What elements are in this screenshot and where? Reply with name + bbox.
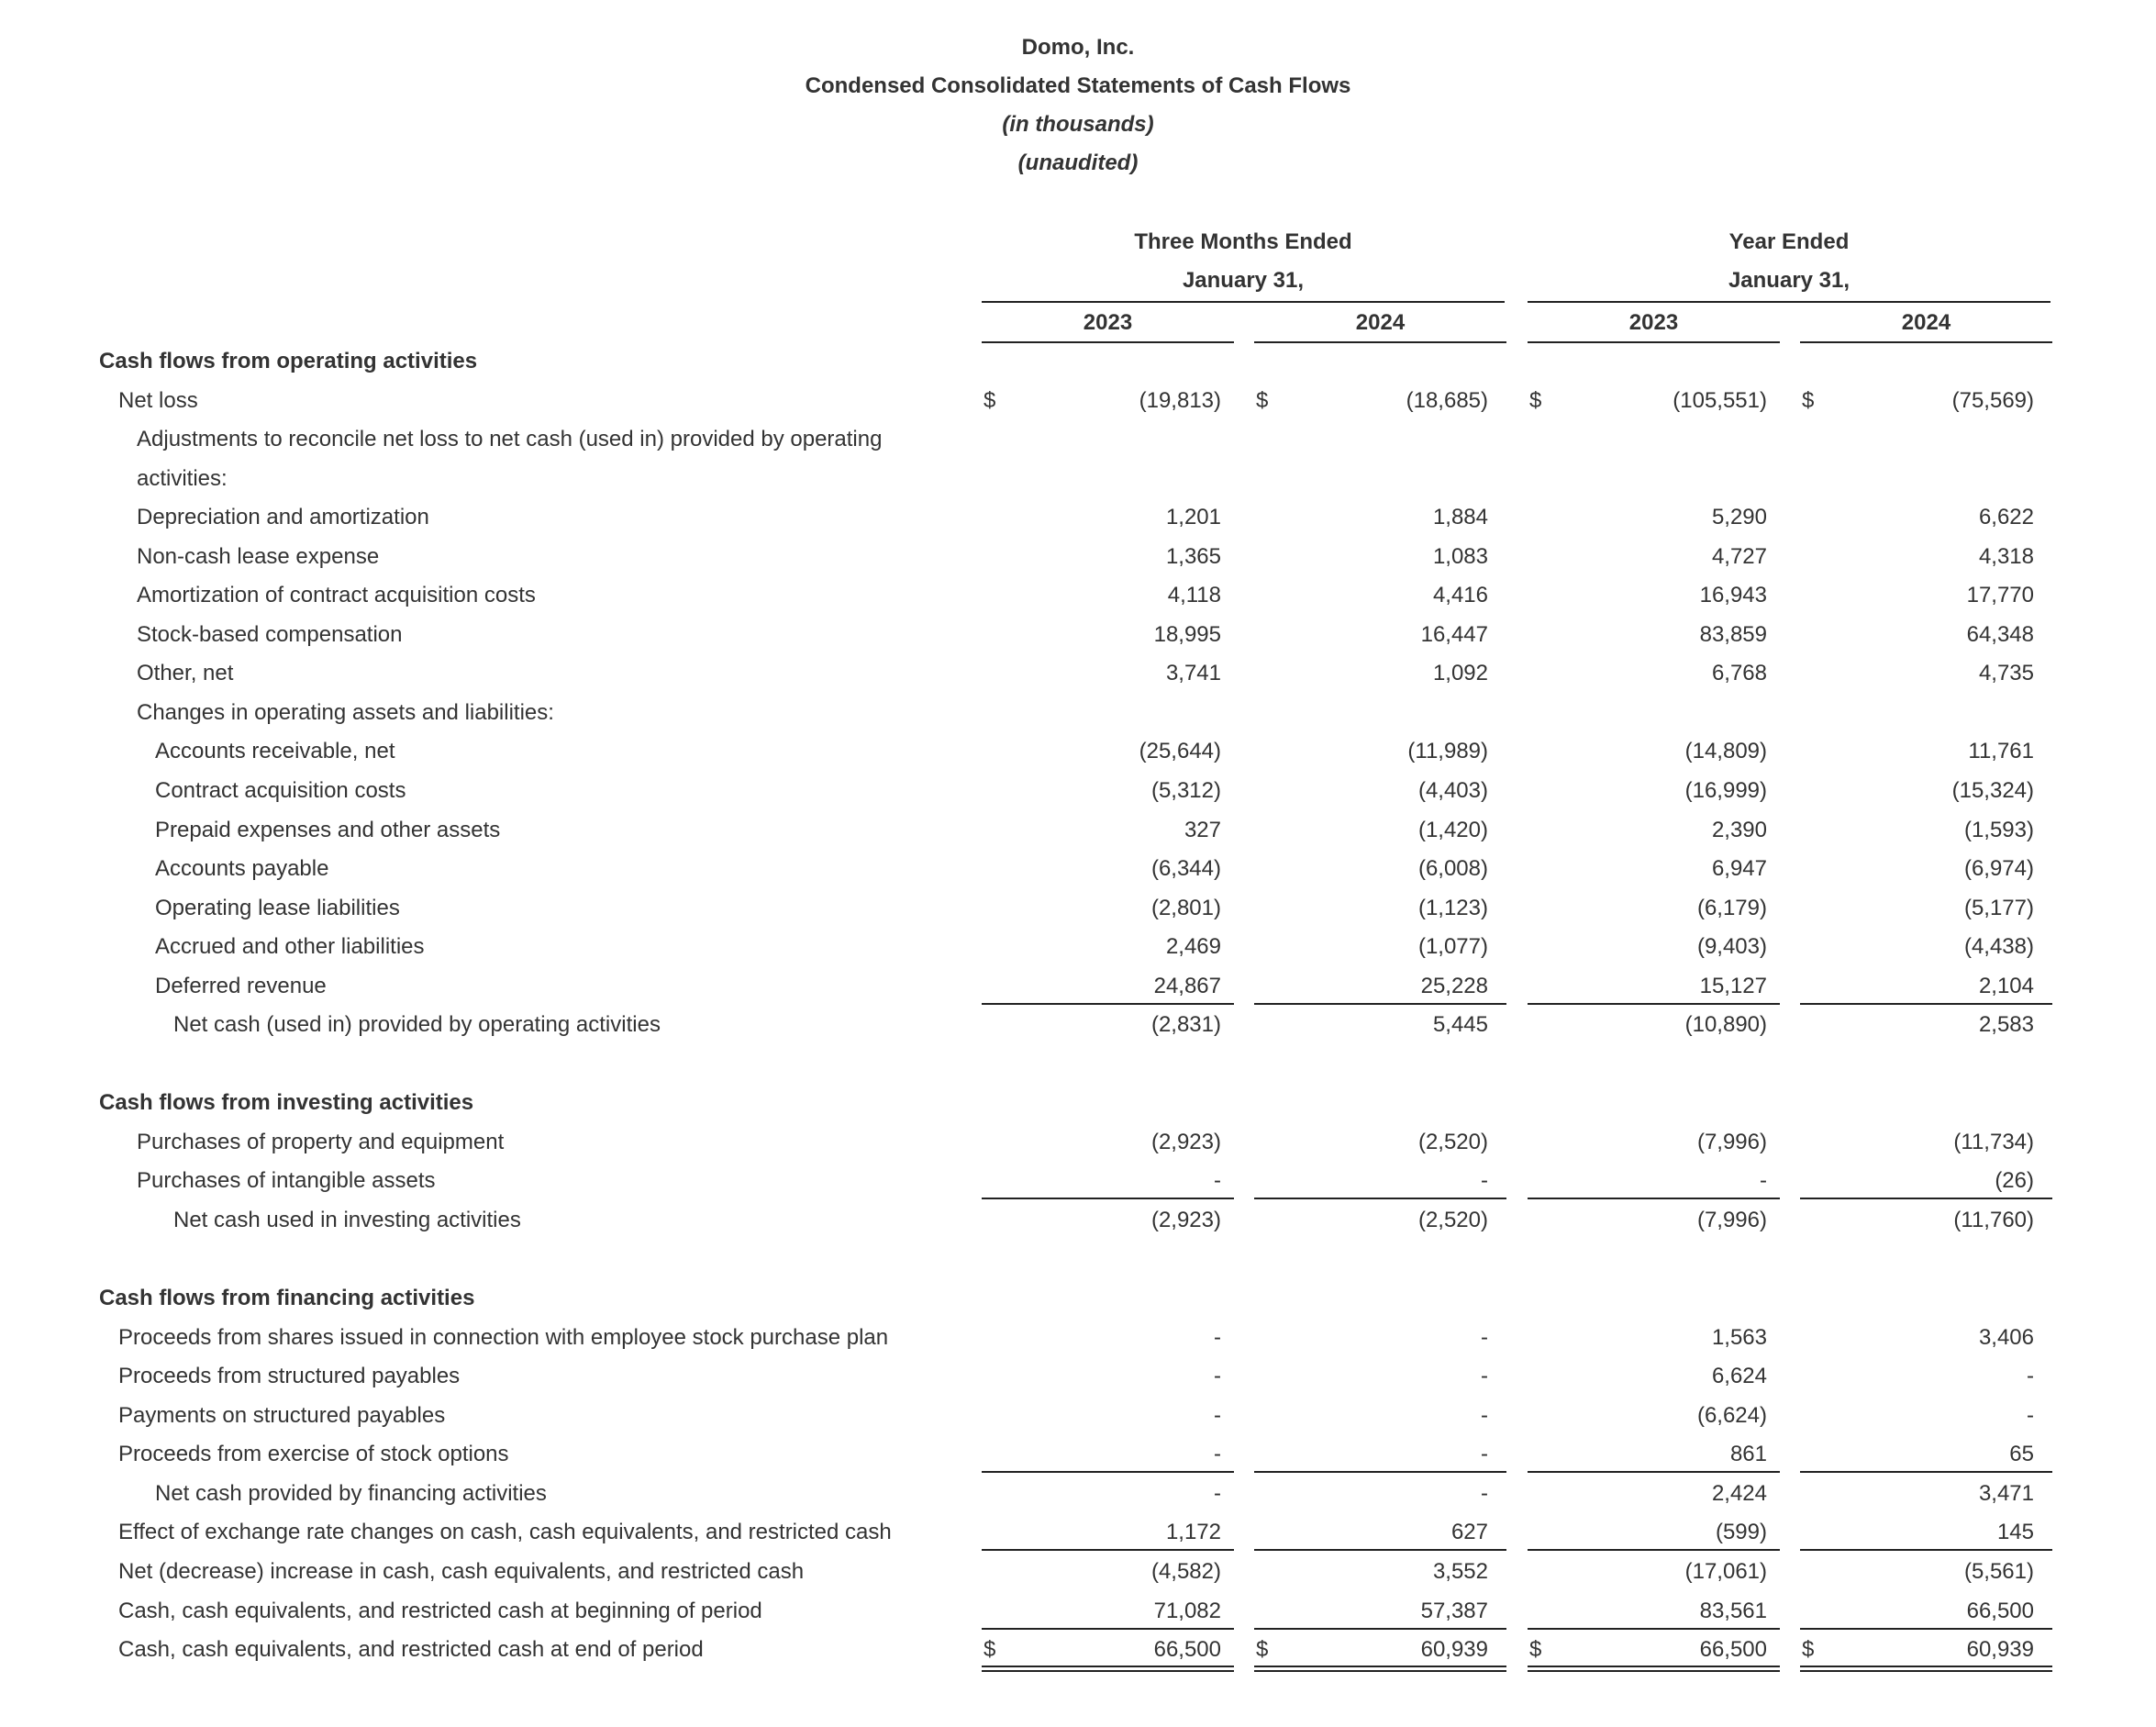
row-label: Cash, cash equivalents, and restricted cash at beginning of period (118, 1598, 762, 1623)
year-ended-subheading: January 31, (1728, 268, 1850, 293)
subtotal-rule (1254, 1198, 1506, 1199)
row-value: 83,561 (1699, 1598, 1767, 1623)
row-value: 5,290 (1711, 505, 1767, 530)
row-value: 4,416 (1432, 583, 1488, 608)
row-value: 2,469 (1165, 934, 1221, 960)
subtotal-rule (982, 1198, 1234, 1199)
subtotal-row (0, 1006, 2156, 1045)
row-value: 64,348 (1966, 621, 2034, 647)
row-value: - (1214, 1364, 1221, 1389)
row-value: 18,995 (1153, 621, 1221, 647)
row-value: (6,179) (1696, 895, 1767, 920)
line-item-row (0, 1435, 2156, 1475)
row-value: - (1481, 1168, 1488, 1194)
line-item-row (0, 850, 2156, 889)
row-value: (6,624) (1696, 1402, 1767, 1428)
column-year-fy-2024: 2024 (1901, 310, 1951, 335)
row-value: (2,923) (1150, 1208, 1221, 1233)
line-item-row (0, 694, 2156, 733)
row-value: 16,943 (1699, 583, 1767, 608)
double-total-rule (982, 1666, 1234, 1672)
spacer-row (0, 1241, 2156, 1280)
dollar-sign: $ (1256, 1637, 1269, 1663)
spacer-row (0, 1045, 2156, 1085)
row-value: - (1481, 1364, 1488, 1389)
row-value: (4,403) (1417, 778, 1488, 804)
company-name: Domo, Inc. (1021, 35, 1135, 60)
row-value: (7,996) (1696, 1208, 1767, 1233)
row-label: Non-cash lease expense (137, 543, 380, 569)
row-value: 60,939 (1966, 1637, 2034, 1663)
row-value: (11,760) (1953, 1208, 2034, 1233)
row-value: 145 (1996, 1520, 2034, 1545)
row-value: (26) (1995, 1168, 2034, 1194)
row-value: (16,999) (1684, 778, 1767, 804)
row-label: Purchases of intangible assets (137, 1168, 436, 1194)
row-value: 861 (1729, 1442, 1767, 1467)
row-value: - (2027, 1402, 2034, 1428)
dollar-sign: $ (1802, 387, 1815, 413)
row-label: Prepaid expenses and other assets (155, 817, 501, 842)
row-value: (2,923) (1150, 1129, 1221, 1154)
subtotal-rule (1528, 1628, 1780, 1630)
dollar-sign: $ (1802, 1637, 1815, 1663)
row-value: (4,438) (1963, 934, 2034, 960)
row-value: (10,890) (1684, 1012, 1767, 1038)
line-item-row (0, 498, 2156, 538)
section-heading-row (0, 1084, 2156, 1123)
row-label: Cash, cash equivalents, and restricted cash at end of period (118, 1637, 704, 1663)
row-value: (17,061) (1684, 1558, 1767, 1584)
row-value: (1,593) (1963, 817, 2034, 842)
row-value: (105,551) (1673, 387, 1767, 413)
subtotal-rule (1800, 1628, 2052, 1630)
line-item-row (0, 654, 2156, 694)
row-label: Deferred revenue (155, 973, 327, 998)
subtotal-rule (1528, 1003, 1780, 1005)
column-year-q-2023: 2023 (1083, 310, 1133, 335)
row-value: - (1214, 1480, 1221, 1506)
row-value: 3,552 (1432, 1558, 1488, 1584)
line-item-row (0, 811, 2156, 851)
row-value: (75,569) (1951, 387, 2034, 413)
row-label: Purchases of property and equipment (137, 1129, 505, 1154)
row-value: 2,583 (1978, 1012, 2034, 1038)
row-label: Cash flows from financing activities (99, 1286, 475, 1311)
double-total-rule (1254, 1666, 1506, 1672)
row-label: Proceeds from structured payables (118, 1364, 461, 1389)
row-value: 1,884 (1432, 505, 1488, 530)
row-value: - (1214, 1168, 1221, 1194)
subtotal-rule (1254, 1003, 1506, 1005)
subtotal-rule (1254, 1549, 1506, 1551)
row-value: 6,622 (1978, 505, 2034, 530)
cash-flow-table (0, 342, 2156, 1670)
units-note: (in thousands) (1002, 112, 1154, 137)
line-item-row (0, 616, 2156, 655)
subtotal-rule (1254, 1628, 1506, 1630)
row-value: 1,365 (1165, 543, 1221, 569)
row-label: Net loss (118, 387, 198, 413)
row-value: (19,813) (1139, 387, 1221, 413)
row-label: Proceeds from exercise of stock options (118, 1442, 509, 1467)
dollar-sign: $ (1529, 387, 1542, 413)
three-months-heading: Three Months Ended (1134, 229, 1352, 254)
row-label: Effect of exchange rate changes on cash, cash equivalents, and restricted cash (118, 1520, 892, 1545)
row-value: 1,172 (1165, 1520, 1221, 1545)
row-value: (2,520) (1417, 1208, 1488, 1233)
row-value: 66,500 (1699, 1637, 1767, 1663)
section-heading-row (0, 342, 2156, 382)
row-value: (1,077) (1417, 934, 1488, 960)
row-value: - (1481, 1402, 1488, 1428)
row-value: (15,324) (1951, 778, 2034, 804)
row-value: (11,989) (1407, 739, 1488, 764)
row-label: Payments on structured payables (118, 1402, 446, 1428)
row-value: 327 (1184, 817, 1221, 842)
row-value: 1,563 (1711, 1324, 1767, 1350)
row-value: 15,127 (1699, 973, 1767, 998)
row-value: (25,644) (1139, 739, 1221, 764)
statement-title: Condensed Consolidated Statements of Cash Flows (805, 73, 1351, 98)
row-value: 66,500 (1966, 1598, 2034, 1623)
line-item-row (0, 1123, 2156, 1163)
row-value: 16,447 (1420, 621, 1488, 647)
row-value: 65 (2009, 1442, 2034, 1467)
row-value: (6,008) (1417, 856, 1488, 882)
line-item-row (0, 1319, 2156, 1358)
row-value: - (1481, 1442, 1488, 1467)
row-label: Accounts payable (155, 856, 329, 882)
line-item-row (0, 967, 2156, 1007)
row-value: 24,867 (1153, 973, 1221, 998)
audit-status-note: (unaudited) (1017, 150, 1139, 175)
dollar-sign: $ (1529, 1637, 1542, 1663)
line-item-row (0, 928, 2156, 967)
row-label: Cash flows from investing activities (99, 1090, 474, 1116)
row-label: Adjustments to reconcile net loss to net cash (used in) provided by operating (137, 427, 883, 452)
row-value: 25,228 (1420, 973, 1488, 998)
line-item-row (0, 1631, 2156, 1670)
row-value: 1,083 (1432, 543, 1488, 569)
year-ended-header-rule (1528, 301, 2050, 303)
row-label: Other, net (137, 661, 234, 686)
row-value: 4,318 (1978, 543, 2034, 569)
row-value: 71,082 (1153, 1598, 1221, 1623)
row-value: (14,809) (1684, 739, 1767, 764)
row-label: Accounts receivable, net (155, 739, 395, 764)
subtotal-rule (1254, 1471, 1506, 1473)
line-item-row (0, 1357, 2156, 1397)
line-item-row (0, 538, 2156, 577)
subtotal-rule (982, 1003, 1234, 1005)
row-value: (1,123) (1417, 895, 1488, 920)
row-value: (4,582) (1150, 1558, 1221, 1584)
row-label: Proceeds from shares issued in connection with employee stock purchase plan (118, 1324, 889, 1350)
subtotal-rule (1528, 1471, 1780, 1473)
subtotal-rule (1528, 1198, 1780, 1199)
row-value: (2,831) (1150, 1012, 1221, 1038)
row-value: (1,420) (1417, 817, 1488, 842)
row-value: (2,520) (1417, 1129, 1488, 1154)
row-value: 6,947 (1711, 856, 1767, 882)
row-label: Contract acquisition costs (155, 778, 406, 804)
subtotal-rule (1800, 1198, 2052, 1199)
row-label: Operating lease liabilities (155, 895, 400, 920)
row-value: 3,471 (1978, 1480, 2034, 1506)
row-value: 6,768 (1711, 661, 1767, 686)
dollar-sign: $ (984, 1637, 996, 1663)
row-value: 1,201 (1165, 505, 1221, 530)
double-total-rule (1800, 1666, 2052, 1672)
subtotal-rule (1800, 1471, 2052, 1473)
row-label: Amortization of contract acquisition costs (137, 583, 536, 608)
line-item-row (0, 889, 2156, 929)
line-item-row (0, 382, 2156, 421)
subtotal-rule (1800, 1003, 2052, 1005)
row-value: (5,312) (1150, 778, 1221, 804)
row-value: 83,859 (1699, 621, 1767, 647)
line-item-row (0, 1592, 2156, 1632)
double-total-rule (1528, 1666, 1780, 1672)
dollar-sign: $ (984, 387, 996, 413)
subtotal-rule (1800, 1549, 2052, 1551)
row-value: 1,092 (1432, 661, 1488, 686)
subtotal-row (0, 1201, 2156, 1241)
row-value: - (1214, 1324, 1221, 1350)
row-value: 11,761 (1968, 739, 2034, 764)
row-label: activities: (137, 465, 228, 491)
row-value: 4,735 (1978, 661, 2034, 686)
section-heading-row (0, 1279, 2156, 1319)
subtotal-row (0, 1475, 2156, 1514)
row-value: 60,939 (1420, 1637, 1488, 1663)
row-label: Accrued and other liabilities (155, 934, 425, 960)
line-item-row (0, 1513, 2156, 1553)
three-months-subheading: January 31, (1182, 268, 1305, 293)
row-label: Cash flows from operating activities (99, 349, 478, 373)
row-label: Changes in operating assets and liabilities: (137, 699, 554, 725)
row-value: 3,406 (1978, 1324, 2034, 1350)
row-value: (11,734) (1953, 1129, 2034, 1154)
line-item-row (0, 460, 2156, 499)
subtotal-rule (982, 1628, 1234, 1630)
row-value: (2,801) (1150, 895, 1221, 920)
row-value: (9,403) (1696, 934, 1767, 960)
row-label: Net cash (used in) provided by operating activities (173, 1012, 661, 1038)
line-item-row (0, 732, 2156, 772)
line-item-row (0, 420, 2156, 460)
row-value: 66,500 (1153, 1637, 1221, 1663)
row-value: 3,741 (1165, 661, 1221, 686)
row-value: - (1214, 1442, 1221, 1467)
row-value: (7,996) (1696, 1129, 1767, 1154)
row-label: Net cash used in investing activities (173, 1208, 521, 1233)
row-value: - (1481, 1480, 1488, 1506)
year-ended-heading: Year Ended (1728, 229, 1850, 254)
row-value: (5,177) (1963, 895, 2034, 920)
row-label: Net cash provided by financing activities (155, 1480, 547, 1506)
subtotal-rule (982, 1549, 1234, 1551)
three-months-header-rule (982, 301, 1505, 303)
column-year-fy-2023: 2023 (1628, 310, 1679, 335)
row-value: 2,424 (1711, 1480, 1767, 1506)
subtotal-rule (1528, 1549, 1780, 1551)
row-value: 4,727 (1711, 543, 1767, 569)
row-value: 2,104 (1978, 973, 2034, 998)
row-value: (6,974) (1963, 856, 2034, 882)
dollar-sign: $ (1256, 387, 1269, 413)
row-value: - (1760, 1168, 1767, 1194)
line-item-row (0, 1553, 2156, 1592)
row-value: - (2027, 1364, 2034, 1389)
line-item-row (0, 772, 2156, 811)
row-value: (5,561) (1963, 1558, 2034, 1584)
row-value: - (1481, 1324, 1488, 1350)
row-value: (599) (1715, 1520, 1767, 1545)
row-value: 57,387 (1420, 1598, 1488, 1623)
row-value: 17,770 (1966, 583, 2034, 608)
row-value: 4,118 (1167, 583, 1221, 608)
line-item-row (0, 1162, 2156, 1201)
row-value: 5,445 (1432, 1012, 1488, 1038)
row-label: Net (decrease) increase in cash, cash equivalents, and restricted cash (118, 1558, 805, 1584)
row-value: (6,344) (1150, 856, 1221, 882)
line-item-row (0, 1397, 2156, 1436)
row-label: Stock-based compensation (137, 621, 403, 647)
column-year-q-2024: 2024 (1355, 310, 1406, 335)
row-value: 627 (1450, 1520, 1488, 1545)
row-value: 2,390 (1711, 817, 1767, 842)
row-label: Depreciation and amortization (137, 505, 429, 530)
row-value: 6,624 (1711, 1364, 1767, 1389)
row-value: (18,685) (1406, 387, 1488, 413)
line-item-row (0, 576, 2156, 616)
subtotal-rule (982, 1471, 1234, 1473)
row-value: - (1214, 1402, 1221, 1428)
